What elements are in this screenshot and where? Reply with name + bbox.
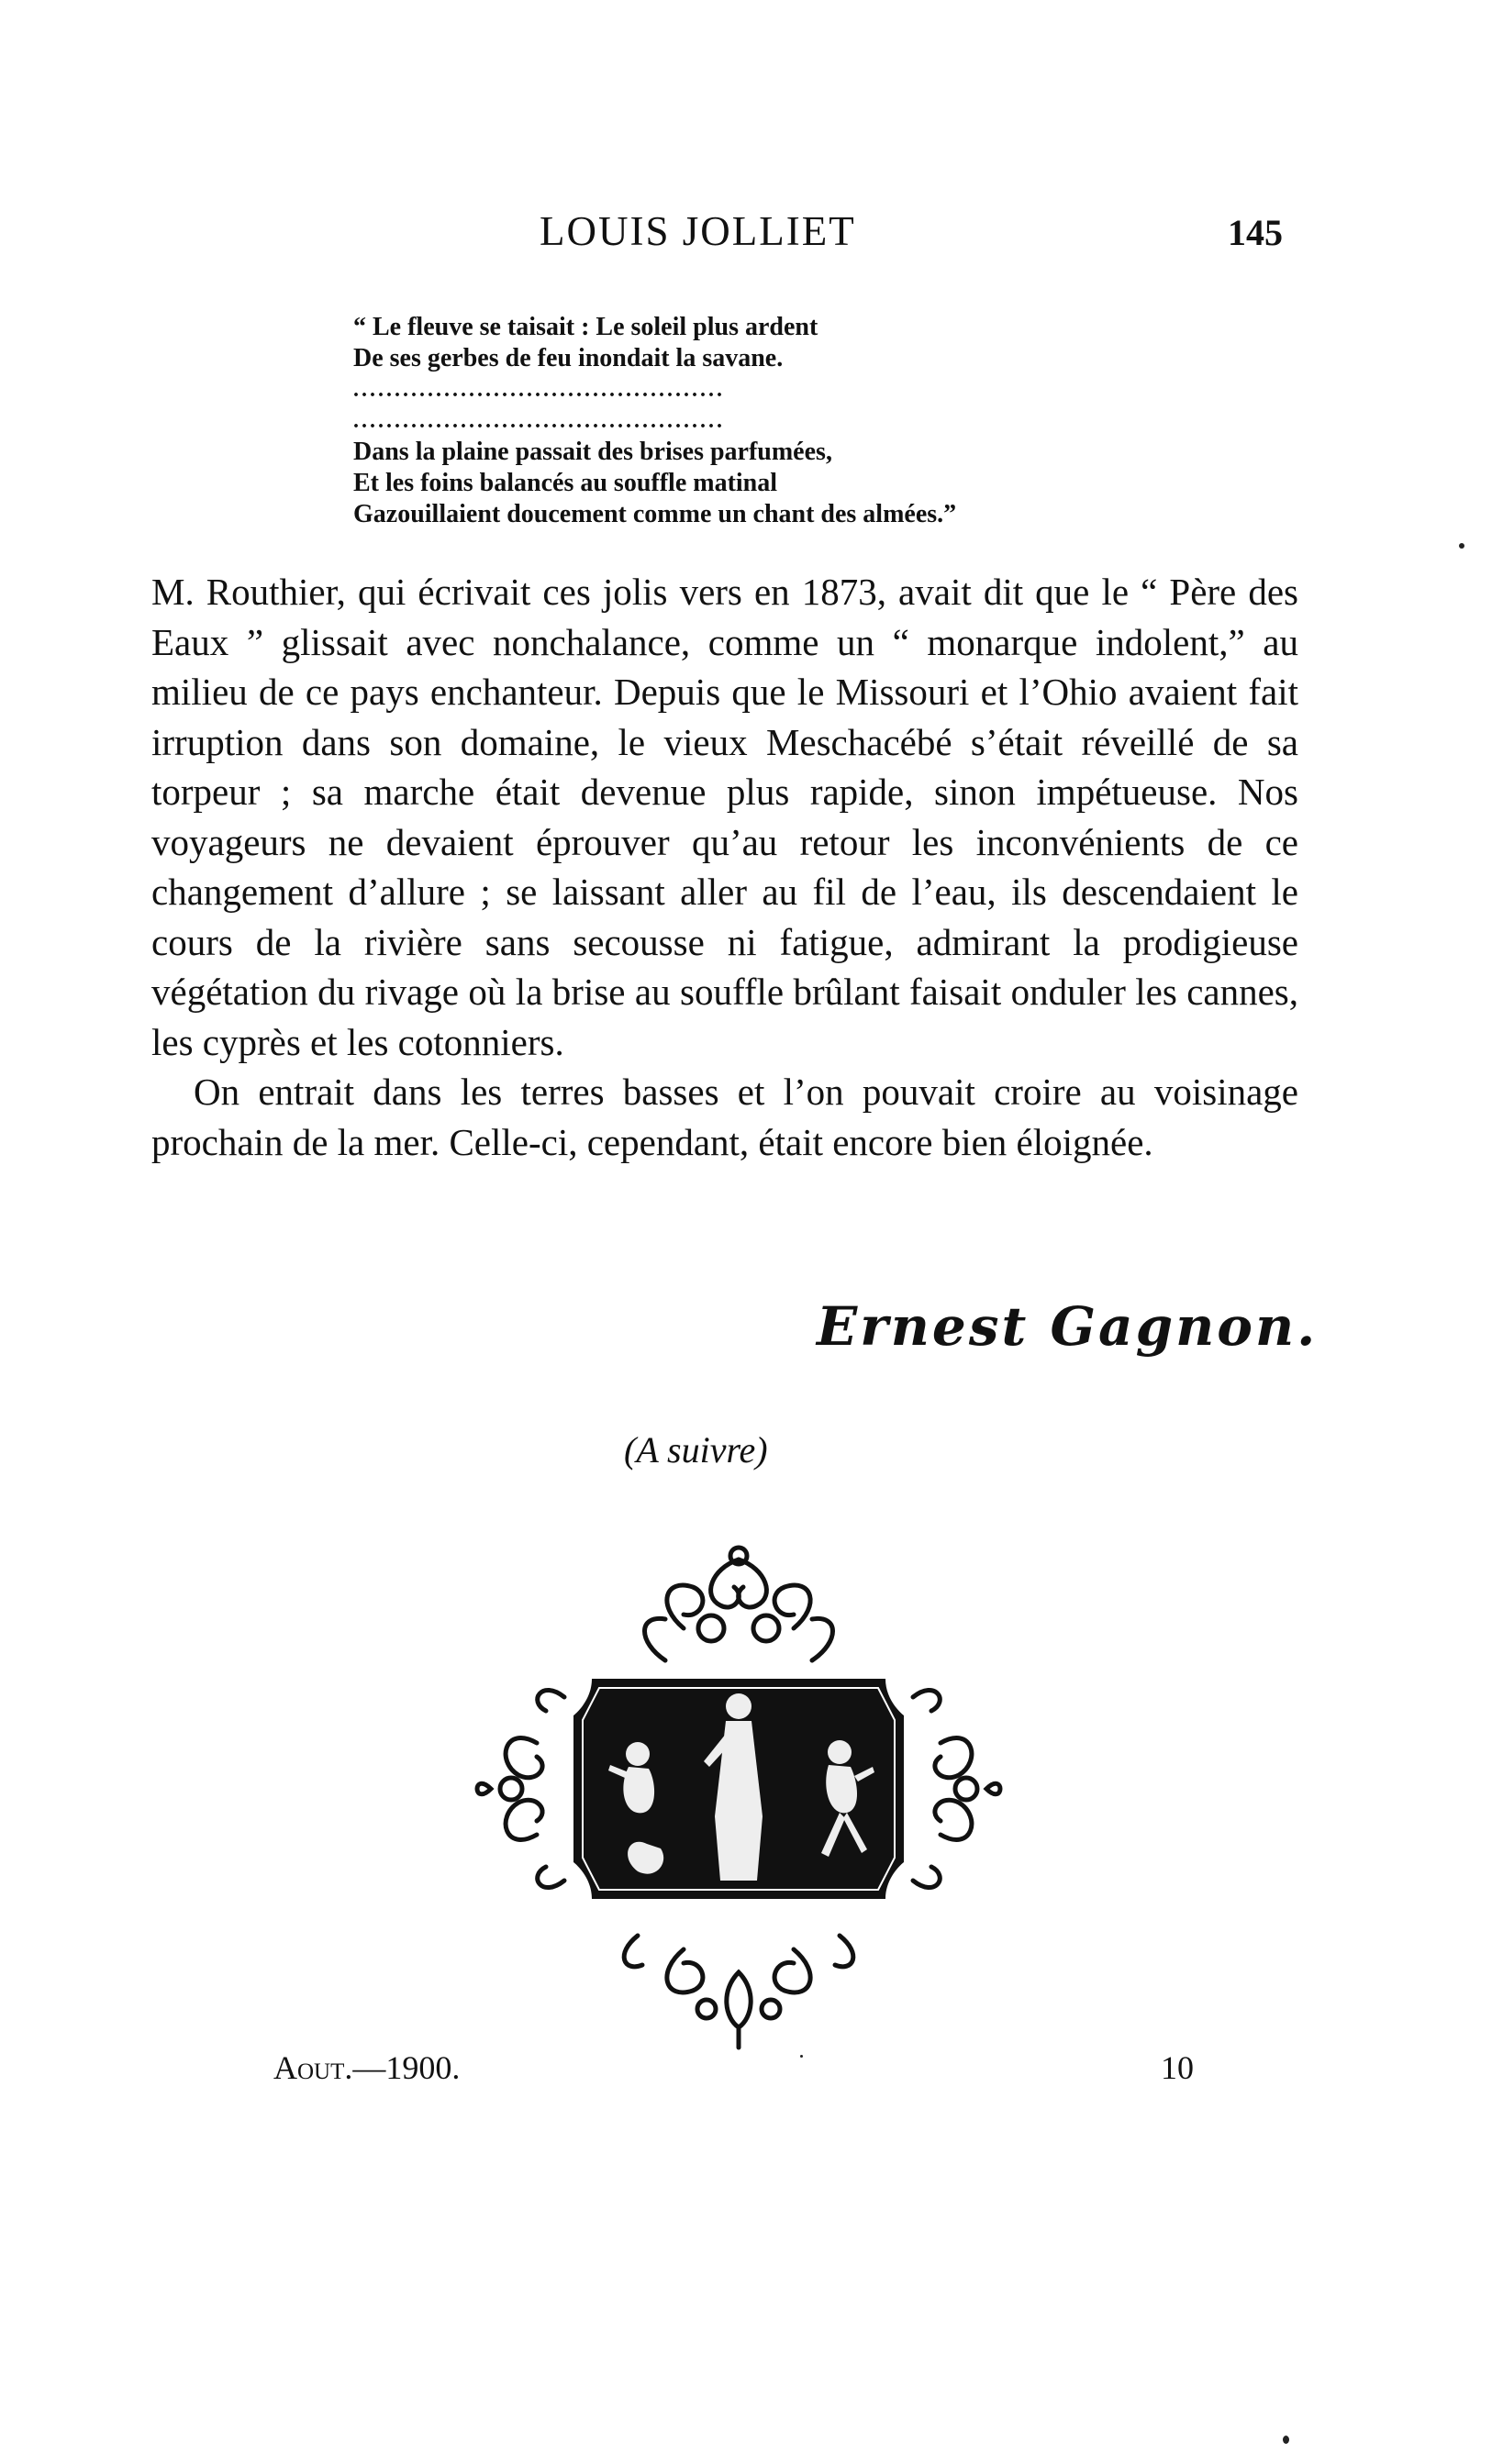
poem-line: De ses gerbes de feu inondait la savane. [353, 344, 784, 372]
signature-mark: 10 [1161, 2049, 1194, 2086]
print-speck [1459, 543, 1464, 549]
poem-line: Et les foins balancés au souffle matinal [353, 469, 778, 497]
poem-line: Gazouillaient doucement comme un chant des almées.” [353, 500, 957, 528]
author-signature: Ernest Gagnon. [817, 1295, 1319, 1358]
engraved-vignette-ornament [454, 1541, 1023, 2055]
poem-line: Dans la plaine passait des brises parfumées, [353, 438, 832, 466]
body-paragraph: M. Routhier, qui écrivait ces jolis vers en 1873, avait dit que le “ Père des Eaux ” glissait avec nonchalance, comme un “ monarque indolent,” au milieu de ce pays enchanteur. Depuis que le Missouri et l’Ohio avaient fait irruption dans son domaine, le vieux Meschacébé s’était réveillé de sa torpeur ; sa marche était devenue plus rapide, sinon impétueuse. Nos voyageurs ne devaient éprouver qu’au retour les inconvénients de ce changement d’allure ; se laissant aller au fil de l’eau, ils descendaient le cours de la rivière sans secousse ni fatigue, admirant la prodigieuse végétation du rivage où la brise au souffle brûlant faisait onduler les cannes, les cyprès et les cotonniers. [151, 571, 1298, 1063]
poem-quotation [353, 312, 959, 530]
body-paragraph: On entrait dans les terres basses et l’on pouvait croire au voisinage prochain de la mer. Celle-ci, cependant, était encore bien éloignée. [151, 1071, 1298, 1163]
issue-date-footer: Aout.—1900. [273, 2049, 461, 2086]
running-title: LOUIS JOLLIET [540, 208, 856, 254]
page-number: 145 [1228, 212, 1283, 253]
poem-ellipsis-line: ............................................. [353, 409, 725, 433]
poem-ellipsis-line: ............................................. [353, 378, 725, 402]
print-speck [800, 2055, 803, 2058]
print-speck [1283, 2436, 1289, 2444]
continuation-note: (A suivre) [624, 1429, 768, 1471]
body-text [151, 567, 1298, 1167]
poem-line: “ Le fleuve se taisait : Le soleil plus ardent [353, 313, 818, 341]
